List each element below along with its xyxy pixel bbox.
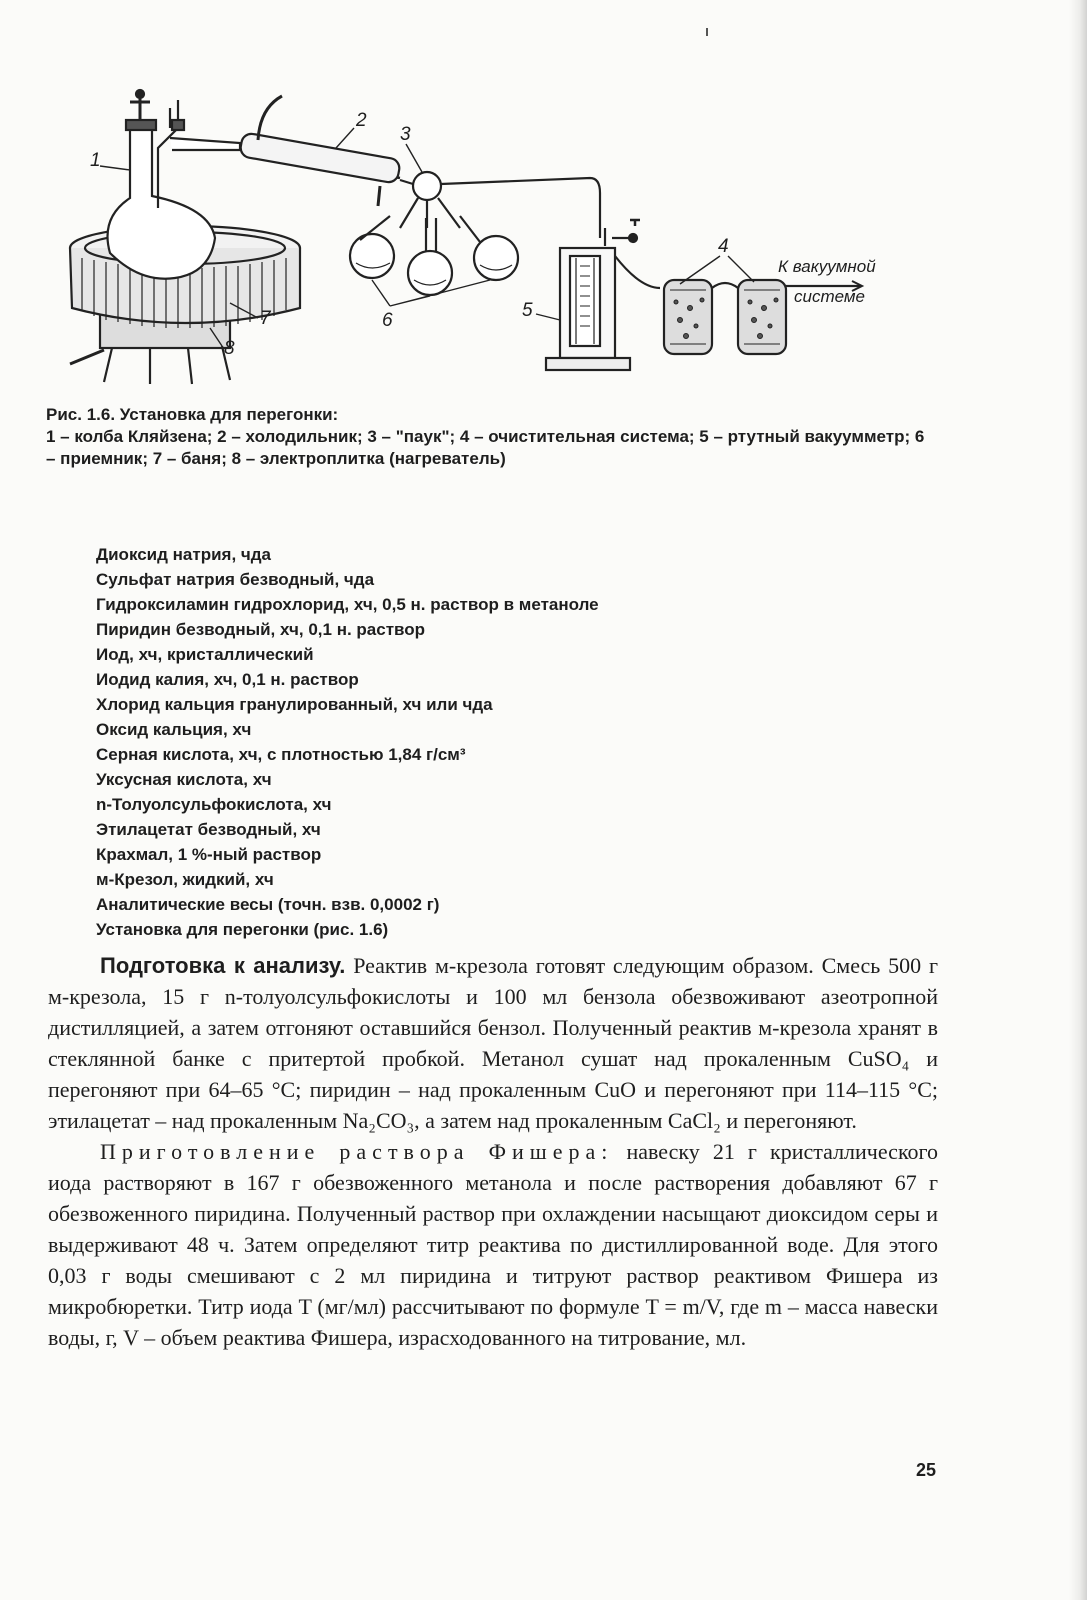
scan-mark	[706, 28, 708, 36]
figure-label-8: 8	[224, 338, 235, 359]
reagent-item: Этилацетат безводный, хч	[96, 820, 321, 839]
receivers	[350, 216, 518, 295]
body-text	[48, 950, 938, 1353]
reagent-item: Аналитические весы (точн. взв. 0,0002 г)	[96, 895, 440, 914]
paragraph-heading: Приготовление раствора Фишера:	[100, 1139, 614, 1164]
purification-system	[664, 280, 800, 354]
reagent-item: Хлорид кальция гранулированный, хч или чда	[96, 695, 493, 714]
figure-label-6: 6	[382, 310, 393, 331]
figure-caption	[46, 404, 936, 470]
figure-label-4: 4	[718, 236, 729, 257]
paragraph-preparation	[48, 950, 938, 1136]
mercury-vacuum-meter	[546, 220, 640, 370]
paragraph-fischer-solution	[48, 1136, 938, 1353]
reagent-item: Установка для перегонки (рис. 1.6)	[96, 920, 389, 939]
reagent-item: n-Толуолсульфокислота, хч	[96, 795, 332, 814]
reagents-list	[96, 542, 796, 942]
direction-label-line2: системе	[794, 287, 865, 306]
paragraph-heading: Подготовка к анализу.	[100, 953, 346, 978]
reagent-item: м-Крезол, жидкий, хч	[96, 870, 274, 889]
direction-label-line1: К вакуумной	[778, 257, 876, 276]
caption-text: 1 – колба Кляйзена; 2 – холодильник; 3 – "паук"; 4 – очистительная система; 5 – ртутный вакуумметр; 6 – приемник; 7 – баня; 8 – электроплитка (нагреватель)	[46, 427, 925, 468]
figure-label-2: 2	[356, 110, 367, 131]
distillation-apparatus-figure	[60, 88, 940, 390]
paragraph-text: навеску 21 г кристаллического иода растворяют в 167 г обезвоженного метанола и после растворения добавляют 67 г обезвоженного пиридина. Полученный раствор при охлаждении насыщают диоксидом серы и выдерживают 48 ч. Затем определяют титр реактива по дистиллированной воде. Для этого 0,03 г воды смешивают с 2 мл пиридина и титруют раствор реактивом Фишера из микробюретки. Титр иода T (мг/мл) рассчитывают по формуле T = m/V, где m – масса навески воды, г, V – объем реактива Фишера, израсходованного на титрование, мл.	[48, 1139, 938, 1350]
caption-title: Рис. 1.6. Установка для перегонки:	[46, 405, 339, 424]
condenser	[239, 96, 401, 206]
figure-label-3: 3	[400, 124, 411, 145]
paragraph-text: Реактив м-крезола готовят следующим образом. Смесь 500 г м-крезола, 15 г n-толуолсульфокислоты и 100 мл бензола обезвоживают азеотропной дистилляцией, а затем отгоняют оставшийся бензол. Полученный реактив м-крезола хранят в стеклянной банке с притертой пробкой. Метанол сушат над прокаленным CuSO₄ и перегоняют при 64–65 °С; пиридин – над прокаленным CuO и перегоняют при 114–115 °С; этилацетат – над прокаленным Na₂CO₃, а затем над прокаленным CaCl₂ и перегоняют.	[48, 953, 938, 1133]
reagent-item: Диоксид натрия, чда	[96, 545, 272, 564]
page-edge-shadow	[1069, 0, 1087, 1600]
reagent-item: Крахмал, 1 %-ный раствор	[96, 845, 322, 864]
spider	[400, 172, 460, 228]
page-number: 25	[916, 1460, 937, 1480]
reagent-item: Сульфат натрия безводный, чда	[96, 570, 375, 589]
reagent-item: Гидроксиламин гидрохлорид, хч, 0,5 н. раствор в метаноле	[96, 595, 599, 614]
apparatus-drawing	[60, 88, 940, 390]
reagent-item: Серная кислота, хч, с плотностью 1,84 г/см³	[96, 745, 466, 764]
figure-label-7: 7	[260, 308, 271, 329]
reagent-item: Иодид калия, хч, 0,1 н. раствор	[96, 670, 359, 689]
reagent-item: Иод, хч, кристаллический	[96, 645, 314, 664]
figure-label-1: 1	[90, 150, 101, 171]
reagent-item: Пиридин безводный, хч, 0,1 н. раствор	[96, 620, 426, 639]
reagent-item: Оксид кальция, хч	[96, 720, 252, 739]
figure-label-5: 5	[522, 300, 533, 321]
reagent-item: Уксусная кислота, хч	[96, 770, 272, 789]
